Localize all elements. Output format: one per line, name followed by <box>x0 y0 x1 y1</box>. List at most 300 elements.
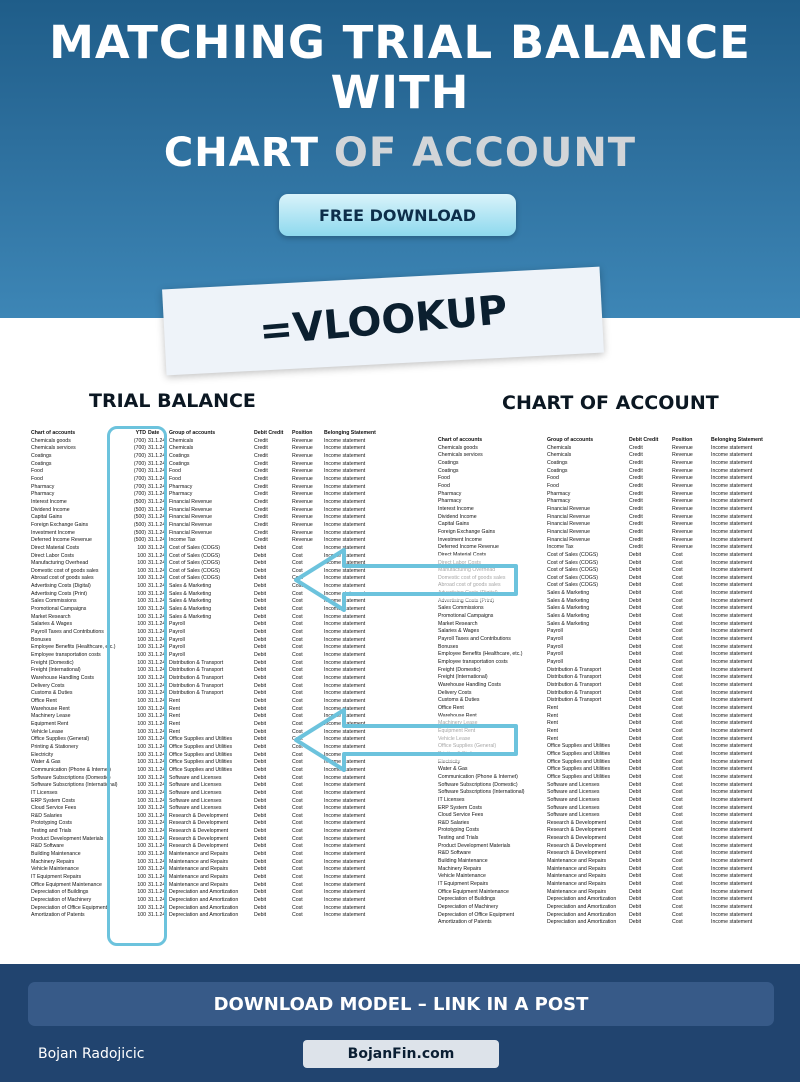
table-cell: Income statement <box>324 629 366 636</box>
table-row <box>437 452 772 460</box>
table-row <box>30 644 388 652</box>
table-cell: Payroll <box>547 659 563 666</box>
table-cell: Income Tax <box>169 537 196 544</box>
table-cell: Income statement <box>711 643 753 650</box>
table-row <box>437 690 772 698</box>
table-cell: Cost <box>672 674 683 681</box>
table-cell: Customs & Duties <box>438 697 480 704</box>
table-cell: Income statement <box>711 911 753 918</box>
page-title: MATCHING TRIAL BALANCE WITH <box>49 16 751 119</box>
table-cell: Debit <box>629 773 642 780</box>
table-cell: Revenue <box>672 521 693 528</box>
vlookup-arrow-icon <box>290 697 520 780</box>
table-row <box>437 483 772 491</box>
table-cell: Chemicals <box>169 437 194 444</box>
table-row <box>30 667 388 675</box>
table-cell: Cost <box>292 613 303 620</box>
table-cell: 100 <box>137 759 146 766</box>
table-cell: Cost <box>292 552 303 559</box>
table-cell: Income statement <box>324 544 366 551</box>
table-cell: Debit <box>629 896 642 903</box>
table-cell: Cost <box>672 835 683 842</box>
table-cell: Payroll <box>547 636 563 643</box>
table-cell: Debit <box>254 652 267 659</box>
table-cell: Income statement <box>324 782 366 789</box>
table-cell: Revenue <box>672 444 693 451</box>
table-row <box>30 507 388 515</box>
table-cell: 31.1.24 <box>148 445 166 452</box>
table-cell: Credit <box>254 437 268 444</box>
table-cell: Interest Income <box>438 505 474 512</box>
table-cell: Cost <box>292 743 303 750</box>
table-cell: Office Supplies and Utilities <box>547 743 611 750</box>
table-cell: Cost <box>292 866 303 873</box>
table-row <box>437 651 772 659</box>
table-cell: Pharmacy <box>31 483 55 490</box>
table-cell: Income statement <box>324 529 366 536</box>
table-cell: 31.1.24 <box>148 828 166 835</box>
table-row <box>437 912 772 920</box>
table-cell: Cost <box>672 850 683 857</box>
table-cell: 31.1.24 <box>148 560 166 567</box>
table-row <box>30 859 388 867</box>
table-cell: Credit <box>629 444 643 451</box>
table-cell: 31.1.24 <box>148 904 166 911</box>
table-cell: Testing and Trials <box>31 828 72 835</box>
table-cell: Maintenance and Repairs <box>169 851 229 858</box>
table-cell: 31.1.24 <box>148 629 166 636</box>
table-cell: 100 <box>137 544 146 551</box>
table-cell: Debit <box>629 697 642 704</box>
table-cell: Debit <box>254 613 267 620</box>
table-cell: Revenue <box>292 460 313 467</box>
table-cell: Software Subscriptions (International) <box>438 789 525 796</box>
table-cell: Delivery Costs <box>31 682 65 689</box>
website-link[interactable]: BojanFin.com <box>303 1040 499 1068</box>
table-row <box>437 468 772 476</box>
table-cell: Rent <box>169 705 180 712</box>
table-cell: Debit <box>254 912 267 919</box>
table-row <box>437 659 772 667</box>
table-cell: Income statement <box>324 912 366 919</box>
table-cell: Debit <box>254 621 267 628</box>
table-cell: IT Equipment Repairs <box>31 874 82 881</box>
table-cell: 100 <box>137 751 146 758</box>
table-cell: Cost <box>292 705 303 712</box>
table-cell: Income statement <box>324 858 366 865</box>
table-cell: Debit <box>629 919 642 926</box>
table-cell: Cost <box>292 575 303 582</box>
ytd-column-highlight <box>107 426 167 946</box>
table-cell: Rent <box>547 704 558 711</box>
table-cell: 31.1.24 <box>148 675 166 681</box>
table-cell: Food <box>31 468 43 475</box>
table-row <box>30 637 388 645</box>
table-cell: Income statement <box>711 567 753 574</box>
table-cell: Income statement <box>324 820 366 827</box>
table-cell: Debit <box>254 659 267 666</box>
table-cell: Office Supplies and Utilities <box>169 743 233 750</box>
author-name: Bojan Radojicic <box>38 1046 145 1062</box>
table-cell: Debit <box>629 659 642 666</box>
table-cell: Pharmacy <box>169 483 193 490</box>
table-cell: Bonuses <box>31 636 52 643</box>
table-cell: Income statement <box>324 590 366 597</box>
table-cell: Income statement <box>711 773 753 780</box>
table-cell: Debit <box>254 851 267 858</box>
table-cell: Debit <box>254 682 267 689</box>
table-cell: Cost <box>292 659 303 666</box>
table-cell: Income statement <box>711 674 753 681</box>
table-cell: Debit <box>254 590 267 597</box>
table-cell: Vehicle Maintenance <box>438 873 486 880</box>
table-row <box>437 682 772 690</box>
table-cell: Food <box>547 475 559 482</box>
table-row <box>437 873 772 881</box>
table-cell: Office Supplies and Utilities <box>169 759 233 766</box>
table-cell: Debit <box>629 873 642 880</box>
table-row <box>437 506 772 514</box>
table-cell: Cost <box>292 843 303 850</box>
table-cell: Debit <box>629 758 642 765</box>
table-cell: 31.1.24 <box>148 544 166 551</box>
table-cell: Rent <box>169 720 180 727</box>
table-cell: Income statement <box>711 659 753 666</box>
table-cell: Revenue <box>672 490 693 497</box>
table-cell: Revenue <box>672 452 693 459</box>
table-cell: Cost <box>672 773 683 780</box>
table-cell: Research & Development <box>547 827 607 834</box>
table-row <box>30 476 388 484</box>
table-cell: 31.1.24 <box>148 537 166 544</box>
table-cell: 100 <box>137 567 146 574</box>
table-cell: 100 <box>137 682 146 689</box>
table-cell: Office Supplies and Utilities <box>547 750 611 757</box>
table-cell: R&D Software <box>438 850 471 857</box>
table-cell: Income statement <box>324 521 366 528</box>
table-cell: Cost <box>292 667 303 674</box>
table-row <box>30 629 388 637</box>
table-cell: Income statement <box>324 445 366 452</box>
table-cell: 31.1.24 <box>148 820 166 827</box>
table-cell: 100 <box>137 774 146 781</box>
table-cell: Cost <box>672 620 683 627</box>
table-row <box>30 660 388 668</box>
table-cell: Cost <box>292 736 303 743</box>
table-cell: Cost <box>672 689 683 696</box>
table-cell: Debit <box>629 574 642 581</box>
table-cell: Chemicals goods <box>438 444 478 451</box>
table-cell: Debit <box>629 590 642 597</box>
table-cell: 31.1.24 <box>148 644 166 651</box>
table-cell: Income statement <box>324 537 366 544</box>
table-cell: 100 <box>137 805 146 812</box>
table-cell: Cost <box>292 728 303 735</box>
table-cell: Depreciation and Amortization <box>547 919 617 926</box>
table-cell: Office Rent <box>438 704 464 711</box>
table-cell: (500) <box>133 506 146 513</box>
table-cell: Debit <box>629 858 642 865</box>
table-cell: Amortization of Patents <box>438 919 492 926</box>
table-cell: Debit <box>629 865 642 872</box>
table-cell: Income statement <box>711 689 753 696</box>
table-cell: 31.1.24 <box>148 812 166 819</box>
table-cell: Revenue <box>672 467 693 474</box>
table-cell: Cost <box>292 544 303 551</box>
table-cell: Depreciation and Amortization <box>169 912 239 919</box>
table-cell: Debit <box>254 782 267 789</box>
table-cell: Revenue <box>292 529 313 536</box>
table-cell: Rent <box>169 728 180 735</box>
table-cell: Software and Licenses <box>547 789 600 796</box>
table-cell: Cost <box>672 766 683 773</box>
table-cell: 31.1.24 <box>148 789 166 796</box>
table-cell: (500) <box>133 529 146 536</box>
table-cell: Pharmacy <box>547 490 571 497</box>
table-cell: Financial Revenue <box>547 528 590 535</box>
table-cell: Debit <box>629 835 642 842</box>
table-cell: Office Equipment Maintenance <box>438 888 509 895</box>
table-cell: 31.1.24 <box>148 498 166 505</box>
table-cell: Office Supplies and Utilities <box>547 766 611 773</box>
table-cell: Income statement <box>711 712 753 719</box>
table-cell: Income statement <box>711 888 753 895</box>
table-cell: Machinery Repairs <box>438 865 482 872</box>
table-cell: Income statement <box>324 567 366 574</box>
table-cell: Credit <box>254 498 268 505</box>
table-cell: Chemicals <box>169 445 194 452</box>
table-cell: Cost <box>672 781 683 788</box>
table-cell: 31.1.24 <box>148 613 166 620</box>
table-cell: Revenue <box>292 537 313 544</box>
table-cell: Credit <box>254 491 268 498</box>
table-cell: Coatings <box>438 459 459 466</box>
table-cell: Income statement <box>324 866 366 873</box>
table-cell: Cost <box>672 651 683 658</box>
table-cell: Interest Income <box>31 498 67 505</box>
table-cell: Income statement <box>324 881 366 888</box>
table-cell: (700) <box>133 437 146 444</box>
table-row <box>30 805 388 813</box>
table-cell: Cost <box>292 629 303 636</box>
table-cell: Income statement <box>711 873 753 880</box>
table-cell: 31.1.24 <box>148 881 166 888</box>
table-cell: Income statement <box>711 444 753 451</box>
table-cell: Revenue <box>292 483 313 490</box>
table-cell: 31.1.24 <box>148 889 166 896</box>
table-cell: Income statement <box>711 758 753 765</box>
table-cell: Research & Development <box>547 835 607 842</box>
table-cell: Financial Revenue <box>169 506 212 513</box>
table-cell: Dividend Income <box>31 506 70 513</box>
table-cell: Debit <box>254 874 267 881</box>
table-cell: Credit <box>629 475 643 482</box>
table-cell: Income statement <box>324 468 366 475</box>
table-cell: (500) <box>133 537 146 544</box>
table-cell: Depreciation and Amortization <box>169 897 239 904</box>
table-cell: Pharmacy <box>438 498 462 505</box>
table-cell: Freight (International) <box>31 667 81 674</box>
table-cell: Income statement <box>324 506 366 513</box>
table-cell: Cost <box>672 712 683 719</box>
table-cell: Debit <box>254 889 267 896</box>
table-cell: Payroll <box>547 651 563 658</box>
table-cell: Pharmacy <box>438 490 462 497</box>
table-cell: Software and Licenses <box>169 782 222 789</box>
table-cell: Financial Revenue <box>169 498 212 505</box>
table-row <box>437 475 772 483</box>
table-cell: 31.1.24 <box>148 766 166 773</box>
table-cell: Cost <box>672 567 683 574</box>
chart-of-account-table <box>437 437 772 927</box>
table-cell: Income statement <box>711 513 753 520</box>
vlookup-arrow-icon <box>290 540 520 620</box>
table-row <box>30 514 388 522</box>
table-cell: Credit <box>254 537 268 544</box>
table-cell: Payroll <box>547 643 563 650</box>
table-cell: Machinery Repairs <box>31 858 75 865</box>
table-cell: Revenue <box>672 505 693 512</box>
table-cell: 100 <box>137 583 146 590</box>
table-cell: 100 <box>137 697 146 704</box>
table-cell: Distribution & Transport <box>547 689 602 696</box>
table-cell: Debit <box>629 651 642 658</box>
table-cell: Cost <box>672 888 683 895</box>
table-row <box>30 621 388 629</box>
table-header-row <box>437 437 772 445</box>
table-cell: Food <box>438 482 450 489</box>
table-cell: Cost <box>292 590 303 597</box>
table-cell: Direct Labor Costs <box>31 552 74 559</box>
table-cell: Coatings <box>547 467 568 474</box>
table-cell: Cost <box>672 605 683 612</box>
table-row <box>437 850 772 858</box>
table-cell: Debit <box>254 766 267 773</box>
table-cell: 31.1.24 <box>148 720 166 727</box>
table-cell: Cost <box>672 735 683 742</box>
table-cell: 100 <box>137 835 146 842</box>
table-cell: Software Subscriptions (Domestic) <box>31 774 111 781</box>
table-cell: Maintenance and Repairs <box>547 858 607 865</box>
table-cell: Income statement <box>711 590 753 597</box>
download-model-banner[interactable]: DOWNLOAD MODEL – LINK IN A POST <box>28 982 774 1026</box>
table-cell: Debit <box>254 567 267 574</box>
table-cell: Cost <box>672 796 683 803</box>
table-cell: Office Equipment Maintenance <box>31 881 102 888</box>
table-row <box>30 843 388 851</box>
table-cell: Chemicals services <box>31 445 76 452</box>
table-cell: Income statement <box>711 544 753 551</box>
table-cell: Income statement <box>711 919 753 926</box>
table-cell: Income statement <box>711 582 753 589</box>
table-cell: Debit <box>629 796 642 803</box>
table-row <box>30 499 388 507</box>
table-cell: Cloud Service Fees <box>31 805 77 812</box>
free-download-button[interactable]: FREE DOWNLOAD <box>279 194 516 236</box>
table-cell: Cost <box>292 644 303 651</box>
table-cell: Income statement <box>711 452 753 459</box>
table-cell: Debit <box>254 705 267 712</box>
table-cell: ERP System Costs <box>438 804 483 811</box>
table-cell: Debit <box>629 682 642 688</box>
table-cell: 31.1.24 <box>148 697 166 704</box>
table-cell: Credit <box>629 498 643 505</box>
table-cell: 31.1.24 <box>148 682 166 689</box>
table-cell: Cost <box>672 613 683 620</box>
table-row <box>30 836 388 844</box>
table-row <box>30 461 388 469</box>
table-cell: Credit <box>629 490 643 497</box>
table-cell: Cost <box>672 819 683 826</box>
table-cell: Income statement <box>711 743 753 750</box>
table-cell: Distribution & Transport <box>547 682 602 688</box>
table-cell: Debit <box>629 628 642 635</box>
table-cell: Income statement <box>324 904 366 911</box>
table-cell: Financial Revenue <box>547 513 590 520</box>
table-cell: 100 <box>137 866 146 873</box>
table-row <box>437 491 772 499</box>
table-cell: Debit <box>629 689 642 696</box>
table-cell: Income statement <box>324 682 366 689</box>
table-cell: 100 <box>137 736 146 743</box>
table-cell: 31.1.24 <box>148 667 166 674</box>
table-cell: Income statement <box>324 483 366 490</box>
table-row <box>30 820 388 828</box>
table-row <box>30 530 388 538</box>
table-cell: (500) <box>133 514 146 521</box>
table-cell: Debit <box>629 881 642 888</box>
table-cell: 100 <box>137 644 146 651</box>
table-cell: Employee transportation costs <box>31 652 101 659</box>
table-cell: Office Supplies and Utilities <box>169 736 233 743</box>
table-cell: Debit <box>254 544 267 551</box>
table-cell: Revenue <box>672 513 693 520</box>
table-row <box>30 522 388 530</box>
table-cell: Income statement <box>324 498 366 505</box>
table-cell: Chemicals goods <box>31 437 71 444</box>
table-cell: Debit <box>629 643 642 650</box>
table-cell: Software and Licenses <box>547 812 600 819</box>
table-cell: Debit <box>629 620 642 627</box>
table-cell: Food <box>438 475 450 482</box>
table-cell: Income statement <box>711 858 753 865</box>
table-cell: Income statement <box>711 727 753 734</box>
table-cell: 31.1.24 <box>148 452 166 459</box>
table-cell: Debit <box>254 835 267 842</box>
table-cell: Employee Benefits (Healthcare, etc.) <box>438 651 523 658</box>
table-cell: Income statement <box>324 514 366 521</box>
table-cell: 100 <box>137 874 146 881</box>
table-row <box>437 896 772 904</box>
table-cell: Salaries & Wages <box>31 621 73 628</box>
table-cell: Credit <box>629 521 643 528</box>
table-cell: Income statement <box>711 812 753 819</box>
table-cell: 100 <box>137 575 146 582</box>
table-cell: Debit <box>254 881 267 888</box>
table-cell: 31.1.24 <box>148 728 166 735</box>
table-cell: Chemicals services <box>438 452 483 459</box>
table-cell: Cost <box>672 582 683 589</box>
table-cell: Revenue <box>672 459 693 466</box>
table-cell: Credit <box>254 506 268 513</box>
table-cell: 31.1.24 <box>148 713 166 720</box>
table-cell: Sales & Marketing <box>547 605 590 612</box>
table-cell: Software and Licenses <box>547 796 600 803</box>
table-cell: Cost <box>292 789 303 796</box>
table-cell: Cost <box>292 652 303 659</box>
table-cell: Cost <box>672 666 683 673</box>
table-cell: Debit <box>629 911 642 918</box>
